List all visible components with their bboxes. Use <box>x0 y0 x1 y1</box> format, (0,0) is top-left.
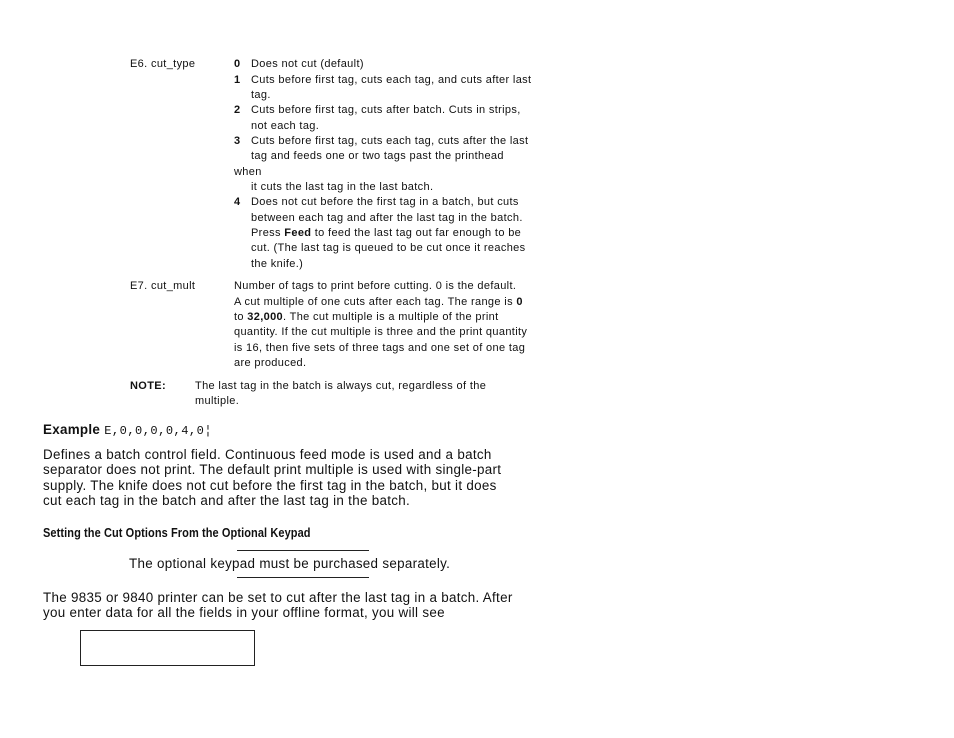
callout-top-rule <box>237 550 369 551</box>
e6-option-4-text-line2: between each tag and after the last tag in the batch. <box>251 212 523 224</box>
paragraph-printer-line2: you enter data for all the fields in your offline format, you will see <box>43 605 445 620</box>
e7-text-line6: are produced. <box>234 357 307 369</box>
printer-display-box <box>80 630 255 666</box>
e6-option-2-text: Cuts before first tag, cuts after batch. Cuts in strips, <box>251 104 521 116</box>
e6-option-1-text-cont: tag. <box>251 89 271 101</box>
e6-option-3-tail: it cuts the last tag in the last batch. <box>251 181 434 193</box>
e7-text-line5: is 16, then five sets of three tags and one set of one tag <box>234 342 526 354</box>
section-heading: Setting the Cut Options From the Optional Keypad <box>43 526 311 540</box>
e6-option-3-number: 3 <box>234 135 241 147</box>
e6-option-0-text: Does not cut (default) <box>251 58 364 70</box>
e6-option-3-when: when <box>234 166 262 178</box>
note-label: NOTE: <box>130 380 166 392</box>
e6-option-4-text: Does not cut before the first tag in a batch, but cuts <box>251 196 519 208</box>
e6-field-label: E6. cut_type <box>130 58 196 70</box>
feed-key-name: Feed <box>284 227 312 239</box>
example-label: Example <box>43 422 101 437</box>
e6-option-3-text: Cuts before first tag, cuts each tag, cuts after the last <box>251 135 529 147</box>
callout-bottom-rule <box>237 577 369 578</box>
e6-option-1-text: Cuts before first tag, cuts each tag, and cuts after last <box>251 74 532 86</box>
e7-text-line1: Number of tags to print before cutting. 0 is the default. <box>234 280 517 292</box>
e6-option-1-number: 1 <box>234 74 241 86</box>
callout-text: The optional keypad must be purchased separately. <box>129 556 451 571</box>
note-text-line2: multiple. <box>195 395 240 407</box>
paragraph-printer-line1: The 9835 or 9840 printer can be set to cut after the last tag in a batch. After <box>43 590 513 605</box>
e6-option-4-number: 4 <box>234 196 241 208</box>
e7-field-label: E7. cut_mult <box>130 280 196 292</box>
example-code: E,0,0,0,0,4,0¦ <box>104 424 213 438</box>
note-text-line1: The last tag in the batch is always cut, regardless of the <box>195 380 487 392</box>
paragraph-batch-control-line3: supply. The knife does not cut before the first tag in the batch, but it does <box>43 478 497 493</box>
e6-option-4-text-line3: Press Feed to feed the last tag out far enough to be <box>251 227 522 239</box>
e7-text-line3: to 32,000. The cut multiple is a multiple of the print <box>234 311 499 323</box>
paragraph-batch-control-line2: separator does not print. The default print multiple is used with single-part <box>43 462 502 477</box>
e6-option-2-number: 2 <box>234 104 241 116</box>
paragraph-batch-control-line1: Defines a batch control field. Continuous feed mode is used and a batch <box>43 447 492 462</box>
e6-option-0-number: 0 <box>234 58 241 70</box>
e7-text-line2: A cut multiple of one cuts after each tag. The range is 0 <box>234 296 523 308</box>
e6-option-2-text-cont: not each tag. <box>251 120 320 132</box>
e6-option-4-text-line4: cut. (The last tag is queued to be cut once it reaches <box>251 242 526 254</box>
e7-text-line4: quantity. If the cut multiple is three and the print quantity <box>234 326 528 338</box>
paragraph-batch-control-line4: cut each tag in the batch and after the last tag in the batch. <box>43 493 410 508</box>
example-line <box>43 422 212 438</box>
e6-option-3-text-cont: tag and feeds one or two tags past the printhead <box>251 150 504 162</box>
e6-option-4-text-line5: the knife.) <box>251 258 304 270</box>
